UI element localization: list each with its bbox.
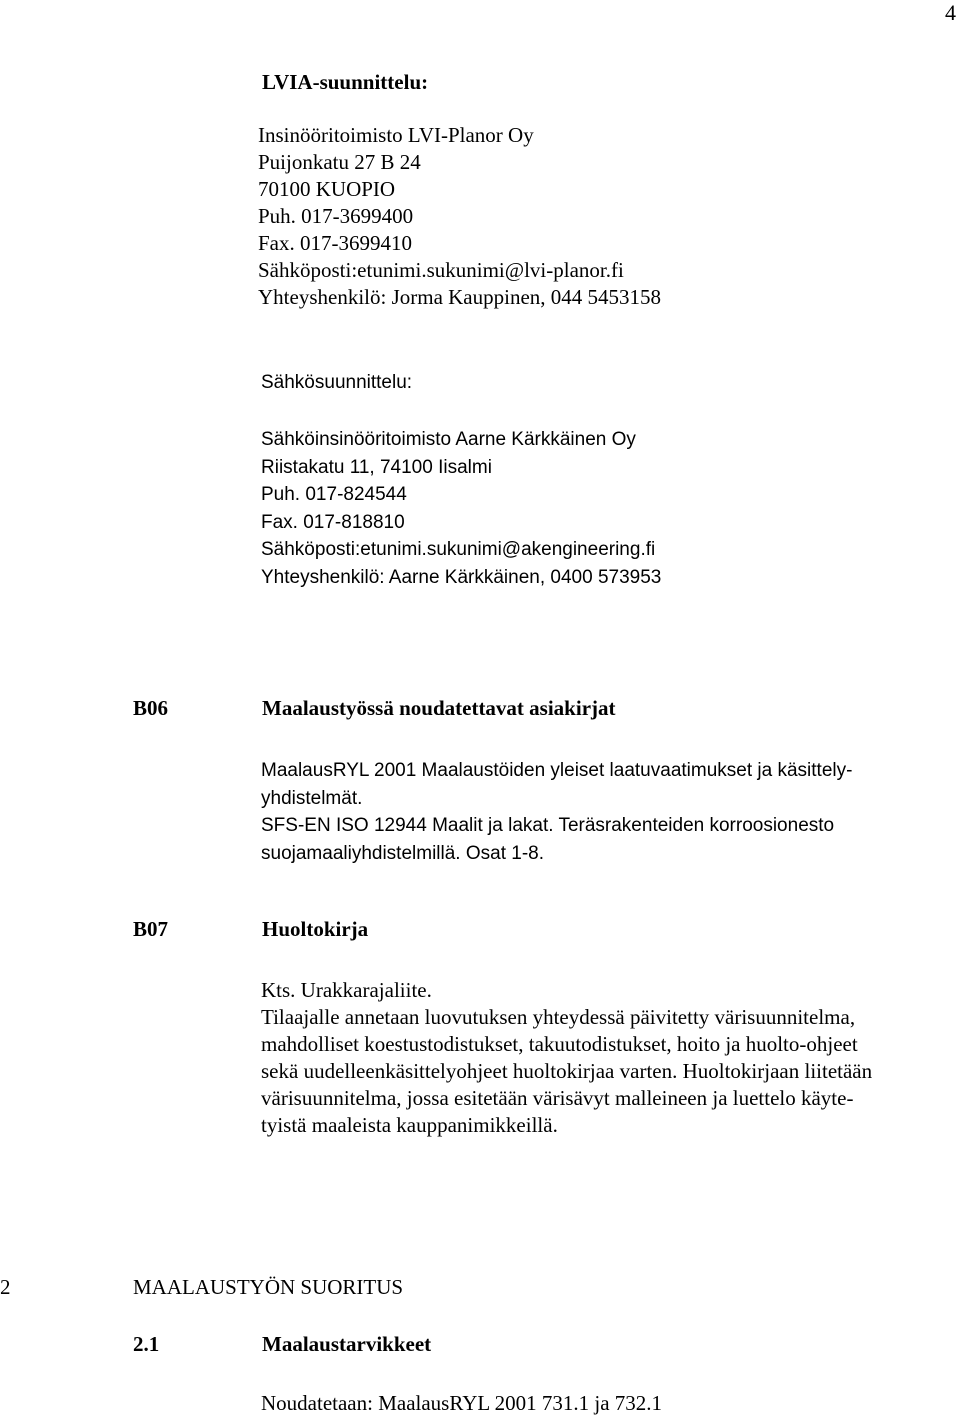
sahko-contact-person: Yhteyshenkilö: Aarne Kärkkäinen, 0400 573953 <box>261 566 662 588</box>
b06-code: B06 <box>133 696 169 720</box>
lvia-postal: 70100 KUOPIO <box>258 177 396 201</box>
lvia-fax: Fax. 017-3699410 <box>258 231 412 255</box>
sahko-fax: Fax. 017-818810 <box>261 511 405 533</box>
lvia-contact-person: Yhteyshenkilö: Jorma Kauppinen, 044 5453158 <box>258 285 662 309</box>
sahko-email: Sähköposti:etunimi.sukunimi@akengineering.fi <box>261 539 656 560</box>
b06-line-4: suojamaaliyhdistelmillä. Osat 1-8. <box>261 842 545 864</box>
b06-line-1: MaalausRYL 2001 Maalaustöiden yleiset laatuvaatimukset ja käsittely- <box>261 760 853 781</box>
sahko-heading: Sähkösuunnittelu: <box>261 372 413 393</box>
section-2-title: MAALAUSTYÖN SUORITUS <box>133 1275 404 1299</box>
b07-line-6: tyistä maaleista kauppanimikkeillä. <box>261 1113 558 1137</box>
lvia-company: Insinööritoimisto LVI-Planor Oy <box>258 123 534 147</box>
sahko-phone: Puh. 017-824544 <box>261 484 407 505</box>
b06-body <box>261 757 852 867</box>
section-2-1-text: Noudatetaan: MaalausRYL 2001 731.1 ja 732.1 <box>261 1391 663 1415</box>
b06-title: Maalaustyössä noudatettavat asiakirjat <box>262 696 616 720</box>
b07-code: B07 <box>133 917 169 941</box>
lvia-contact-block <box>258 122 661 311</box>
sahko-company: Sähköinsinööritoimisto Aarne Kärkkäinen Oy <box>261 429 636 450</box>
page-number: 4 <box>945 0 956 25</box>
b06-line-3: SFS-EN ISO 12944 Maalit ja lakat. Teräsrakenteiden korroosionesto <box>261 815 835 836</box>
b07-line-3: mahdolliset koestustodistukset, takuutodistukset, hoito ja huolto-ohjeet <box>261 1032 858 1056</box>
b07-title: Huoltokirja <box>262 917 369 941</box>
b06-line-2: yhdistelmät. <box>261 787 363 809</box>
section-2-number: 2 <box>0 1275 11 1299</box>
sahko-street: Riistakatu 11, 74100 Iisalmi <box>261 456 492 478</box>
sahko-contact-block <box>261 426 661 591</box>
b07-line-2: Tilaajalle annetaan luovutuksen yhteydessä päivitetty värisuunnitelma, <box>261 1005 856 1029</box>
b07-line-4: sekä uudelleenkäsittelyohjeet huoltokirjaa varten. Huoltokirjaan liitetään <box>261 1059 873 1083</box>
lvia-email: Sähköposti:etunimi.sukunimi@lvi-planor.fi <box>258 258 624 282</box>
b07-body <box>261 977 872 1139</box>
b07-line-1: Kts. Urakkarajaliite. <box>261 978 432 1002</box>
lvia-street: Puijonkatu 27 B 24 <box>258 150 421 174</box>
section-2-1-number: 2.1 <box>133 1332 160 1356</box>
section-2-1-title: Maalaustarvikkeet <box>262 1332 432 1356</box>
b07-line-5: värisuunnitelma, jossa esitetään värisävyt malleineen ja luettelo käyte- <box>261 1086 854 1110</box>
lvia-heading: LVIA-suunnittelu: <box>262 70 429 94</box>
lvia-phone: Puh. 017-3699400 <box>258 204 414 228</box>
